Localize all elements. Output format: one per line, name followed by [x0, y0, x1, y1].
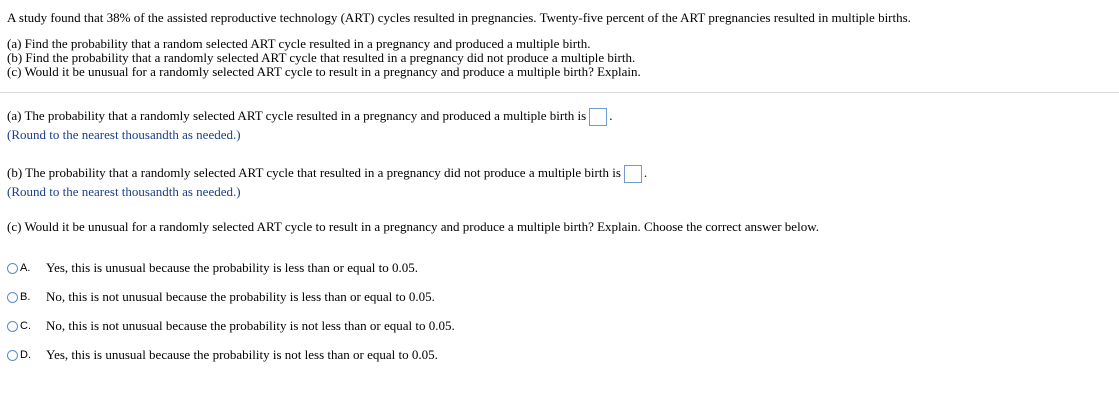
option-c[interactable]: [7, 317, 455, 335]
question-a: [7, 107, 612, 126]
part-a-instruction: (a) Find the probability that a random selected ART cycle resulted in a pregnancy and produced a multiple birth.: [7, 36, 591, 51]
question-b: [7, 164, 647, 183]
part-b-instruction: (b) Find the probability that a randomly selected ART cycle that resulted in a pregnancy did not produce a multiple birth.: [7, 50, 636, 65]
option-d-letter: D.: [20, 349, 31, 361]
question-b-text: (b) The probability that a randomly selected ART cycle that resulted in a pregnancy did not produce a multiple birth is: [7, 165, 621, 180]
question-b-period: .: [643, 165, 648, 180]
radio-button-icon[interactable]: [7, 350, 18, 361]
question-a-text: (a) The probability that a randomly selected ART cycle resulted in a pregnancy and produced a multiple birth is: [7, 108, 587, 123]
problem-statement: A study found that 38% of the assisted reproductive technology (ART) cycles resulted in pregnancies. Twenty-five percent of the ART pregnancies resulted in multiple births.: [7, 10, 911, 25]
option-a-text[interactable]: Yes, this is unusual because the probability is less than or equal to 0.05.: [46, 260, 419, 275]
option-b[interactable]: [7, 288, 435, 306]
option-a-letter: A.: [20, 262, 31, 274]
option-d-text[interactable]: Yes, this is unusual because the probability is not less than or equal to 0.05.: [46, 347, 438, 362]
radio-button-icon[interactable]: [7, 292, 18, 303]
question-c: (c) Would it be unusual for a randomly selected ART cycle to result in a pregnancy and produce a multiple birth? Explain. Choose the correct answer below.: [7, 219, 819, 234]
problem-parts: [7, 37, 641, 79]
radio-button-icon[interactable]: [7, 321, 18, 332]
answer-a-input[interactable]: [589, 108, 607, 126]
answer-b-input[interactable]: [624, 165, 642, 183]
section-divider: [0, 92, 1119, 93]
question-a-period: .: [609, 108, 613, 123]
option-c-letter: C.: [20, 320, 31, 332]
question-b-hint: (Round to the nearest thousandth as needed.): [7, 184, 241, 199]
part-c-instruction: (c) Would it be unusual for a randomly selected ART cycle to result in a pregnancy and produce a multiple birth? Explain.: [7, 64, 641, 79]
option-a[interactable]: [7, 259, 418, 277]
option-b-letter: B.: [20, 291, 31, 303]
question-a-hint: (Round to the nearest thousandth as needed.): [7, 127, 241, 142]
radio-button-icon[interactable]: [7, 263, 18, 274]
option-b-text[interactable]: No, this is not unusual because the probability is less than or equal to 0.05.: [46, 289, 435, 304]
option-d[interactable]: [7, 346, 438, 364]
option-c-text[interactable]: No, this is not unusual because the probability is not less than or equal to 0.05.: [46, 318, 455, 333]
